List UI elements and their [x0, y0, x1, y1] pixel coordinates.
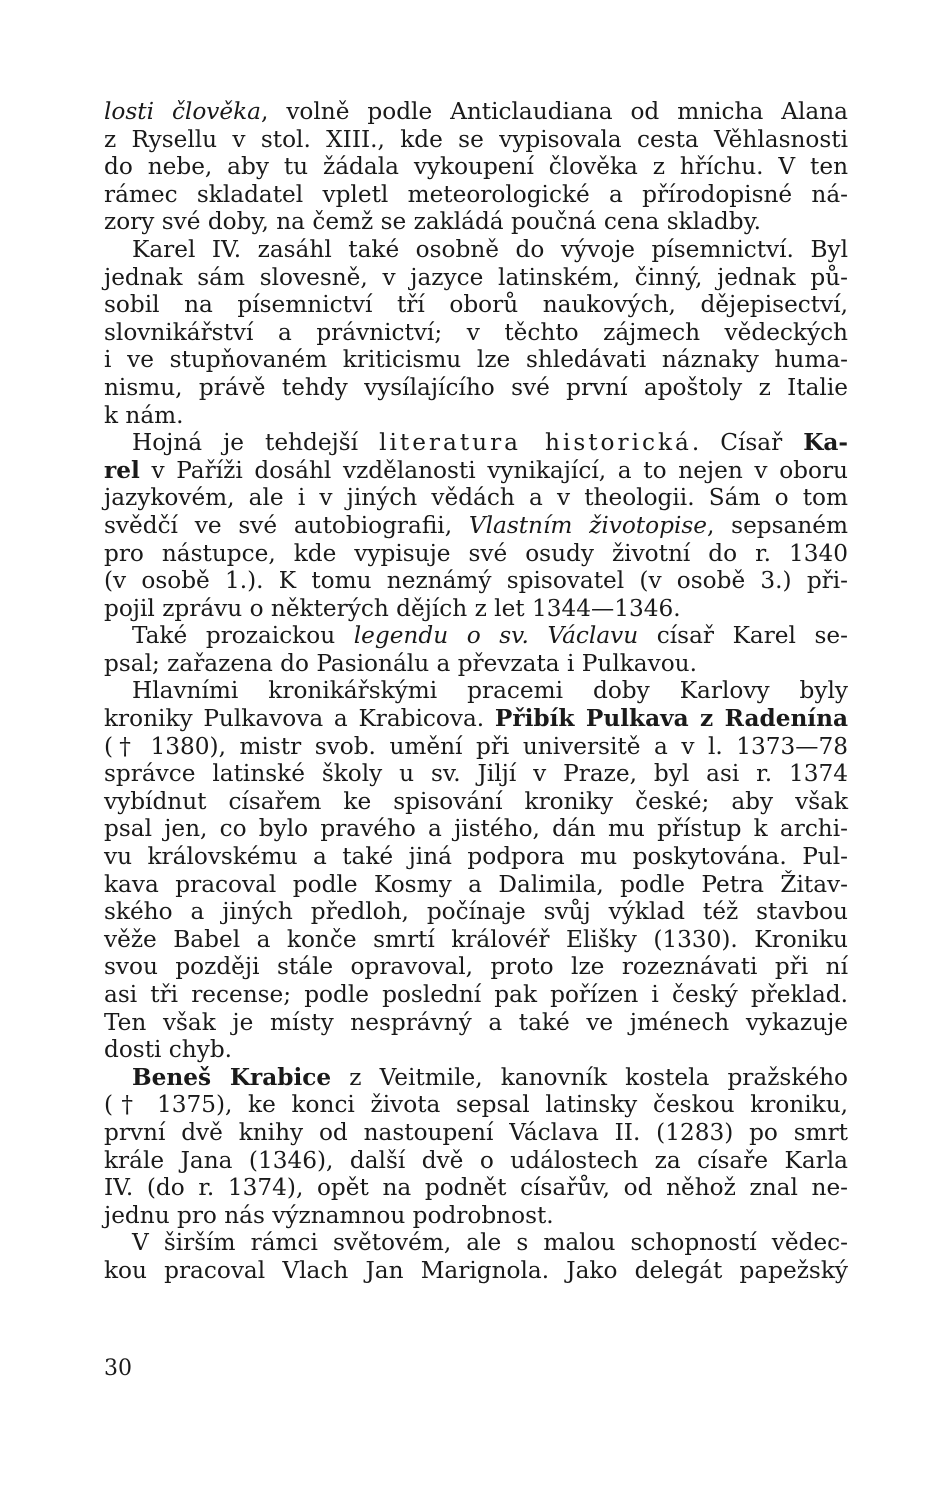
page-number: 30	[104, 1356, 132, 1381]
paragraph-2	[104, 236, 848, 429]
text-line: dosti chyb.	[104, 1036, 233, 1064]
text-run: , sepsaném	[707, 511, 849, 539]
text-line: z Rysellu v stol. XIII., kde se vypisovala cesta Věhlasnosti	[104, 125, 848, 153]
paragraph-3	[104, 429, 848, 622]
text-line: psal jen, co bylo pravého a jistého, dán mu přístup k archi-	[104, 815, 848, 843]
text-line: jednak sám slovesně, v jazyce latinském, činný, jednak pů-	[104, 263, 848, 291]
text-line: pojil zprávu o některých dějích z let 1344—1346.	[104, 594, 681, 622]
italic-title-fragment: losti člověka	[104, 98, 262, 125]
text-line: IV. (do r. 1374), opět na podnět císařův, od něhož znal ne-	[104, 1174, 848, 1202]
text-line: slovnikářství a právnictví; v těchto zájmech vědeckých	[104, 318, 848, 346]
text-line: jazykovém, ale i v jiných vědách a v theologii. Sám o tom	[104, 484, 848, 512]
text-line: vu královskému a také jiná podpora mu poskytována. Pul-	[104, 843, 848, 871]
bold-name: Přibík Pulkava z Radenína	[494, 705, 848, 733]
text-line: zory své doby, na čemž se zakládá poučná cena skladby.	[104, 208, 761, 236]
paragraph-4	[104, 622, 848, 677]
text-line	[104, 98, 848, 126]
text-run: Hojná je tehdejší	[132, 429, 380, 457]
text-line: jednu pro nás významnou podrobnost.	[104, 1201, 554, 1229]
text-line: Karel IV. zasáhl také osobně do vývoje písemnictví. Byl	[132, 235, 848, 263]
text-line: kou pracoval Vlach Jan Marignola. Jako delegát papežský	[104, 1256, 848, 1284]
text-line: ského a jiných předloh, počínaje svůj výklad též stavbou	[104, 898, 848, 926]
text-line: k nám.	[104, 401, 184, 429]
text-line	[104, 1064, 848, 1092]
text-line: vybídnut císařem ke spisování kroniky české; aby však	[104, 787, 848, 815]
text-run: svědčí ve své autobiografii,	[104, 511, 469, 539]
paragraph-1	[104, 98, 848, 236]
text-line: (v osobě 1.). K tomu neznámý spisovatel (v osobě 3.) při-	[104, 567, 848, 595]
bold-name: Beneš Krabice	[132, 1063, 332, 1091]
text-line: věže Babel a konče smrtí královéř Elišky (1330). Kroniku	[104, 925, 848, 953]
emphasized-term: literatura historická	[379, 429, 692, 457]
text-line: Hlavními kronikářskými pracemi doby Karlovy byly	[132, 677, 848, 705]
paragraph-6	[104, 1064, 848, 1230]
text-line: kava pracoval podle Kosmy a Dalimila, podle Petra Žitav-	[104, 870, 848, 898]
text-line	[104, 429, 848, 457]
text-line: psal; zařazena do Pasionálu a převzata i Pulkavou.	[104, 649, 697, 677]
text-line: sobil na písemnictví tří oborů naukových, dějepisectví,	[104, 291, 848, 319]
text-run: z Veitmile, kanovník kostela pražského	[331, 1063, 848, 1091]
text-line: první dvě knihy od nastoupení Václava II. (1283) po smrt	[104, 1118, 848, 1146]
text-line	[104, 457, 848, 485]
text-run: , volně podle Anticlaudiana od mnicha Alana	[261, 98, 848, 125]
text-run: císař Karel se-	[638, 622, 848, 650]
text-run: v Paříži dosáhl vzdělanosti vynikající, a to nejen v oboru	[139, 456, 848, 484]
text-line	[104, 705, 848, 733]
text-line: asi tři recense; podle poslední pak pořízen i český překlad.	[104, 981, 848, 1008]
text-line: krále Jana (1346), další dvě o událostech za císaře Karla	[104, 1146, 848, 1174]
paragraph-7	[104, 1229, 848, 1284]
text-run: Také prozaickou	[132, 622, 354, 650]
bold-name: Ka-	[803, 429, 849, 457]
italic-title: Vlastním životopise	[468, 511, 708, 539]
text-line: nismu, právě tehdy vysílajícího své první apoštoly z Italie	[104, 373, 848, 401]
text-line	[104, 622, 848, 650]
page-body	[104, 98, 848, 1285]
text-line: pro nástupce, kde vypisuje své osudy životní do r. 1340	[104, 539, 848, 567]
bold-name: rel	[104, 456, 140, 484]
text-line: rámec skladatel vpletl meteorologické a přírodopisné ná-	[104, 180, 848, 208]
text-line: i ve stupňovaném kriticismu lze shledávati náznaky huma-	[104, 346, 848, 374]
text-line: († 1380), mistr svob. umění při universitě a v l. 1373—78	[104, 732, 848, 760]
text-line: Ten však je místy nesprávný a také ve jménech vykazuje	[104, 1008, 848, 1036]
text-line	[104, 512, 848, 540]
text-line: do nebe, aby tu žádala vykoupení člověka z hříchu. V ten	[104, 153, 848, 181]
text-line: svou později stále opravoval, proto lze rozeznávati při ní	[104, 953, 848, 981]
text-run: kroniky Pulkavova a Krabicova.	[104, 705, 495, 733]
italic-title: legendu o sv. Václavu	[353, 622, 639, 650]
text-run: . Císař	[691, 429, 804, 457]
text-line: správce latinské školy u sv. Jiljí v Praze, byl asi r. 1374	[104, 760, 848, 788]
text-line: V širším rámci světovém, ale s malou schopností vědec-	[132, 1229, 848, 1257]
paragraph-5	[104, 677, 848, 1063]
text-line: († 1375), ke konci života sepsal latinsky českou kroniku,	[104, 1091, 848, 1119]
